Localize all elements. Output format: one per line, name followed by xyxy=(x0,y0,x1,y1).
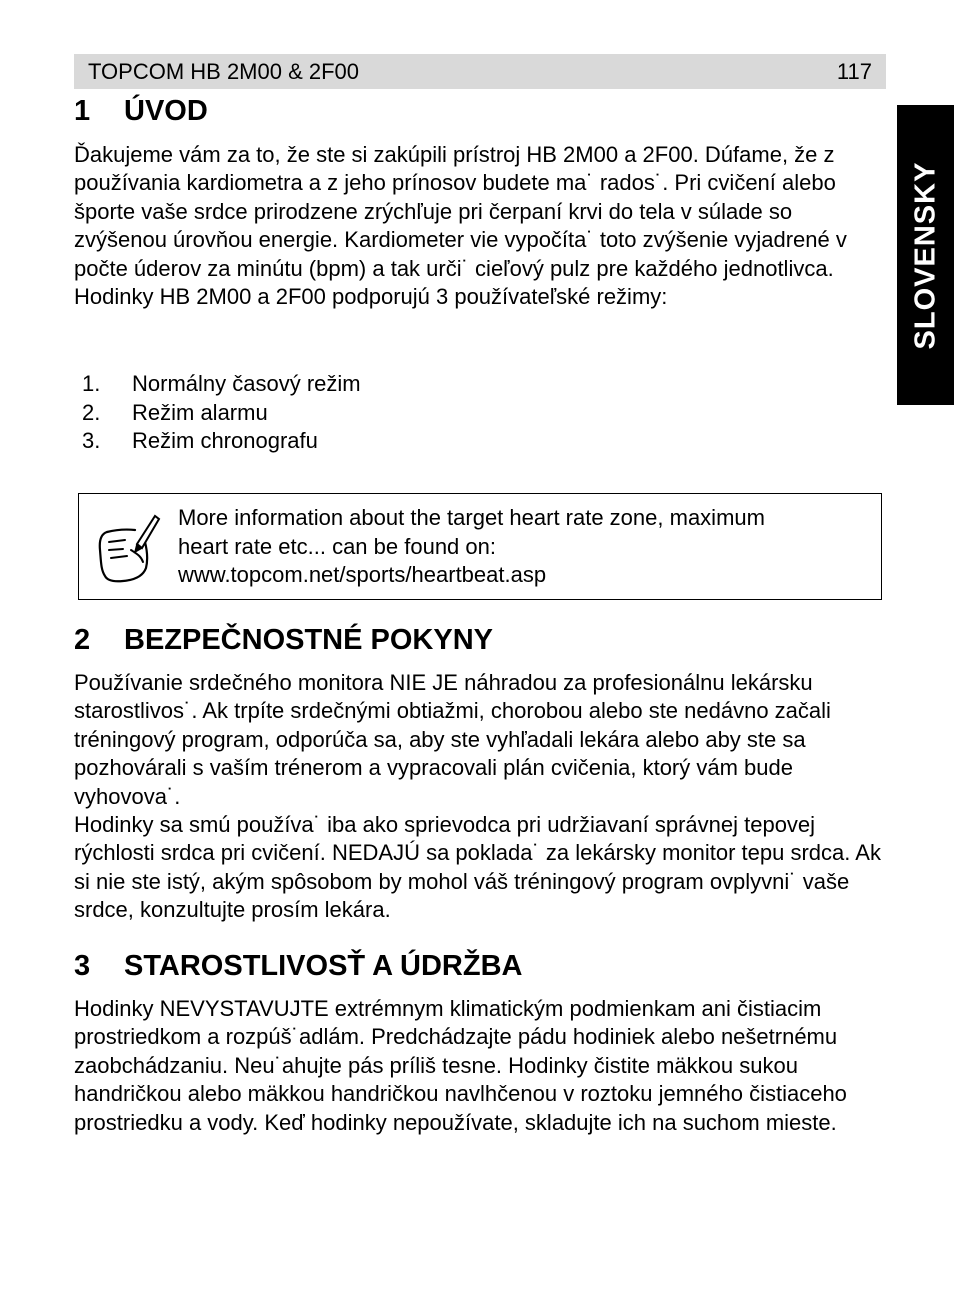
mode-list xyxy=(82,370,361,456)
note-text xyxy=(178,504,765,590)
header-title: TOPCOM HB 2M00 & 2F00 xyxy=(88,58,360,84)
language-tab xyxy=(897,105,954,405)
maintenance-text: Hodinky NEVYSTAVUJTE extrémnym klimatickým podmienkam ani čistiacim prostriedkom a rozpúš˙adlám. Predchádzajte pádu hodiniek alebo nešetrnému zaobchádzaniu. Neu˙ahujte pás príliš tesne. Hodinky čistite mäkkou sukou handričkou alebo mäkkou handričkou navlhčenou v roztoku jemného čistiaceho prostriedku a vody. Keď hodinky nepoužívate, skladujte ich na suchom mieste. xyxy=(74,996,847,1135)
section-3-paragraph xyxy=(74,995,886,1137)
list-item-text: Normálny časový režim xyxy=(132,371,361,396)
page-header xyxy=(74,54,886,89)
section-2-heading xyxy=(74,624,493,657)
list-item-number: 1. xyxy=(82,371,101,396)
section-title: BEZPEČNOSTNÉ POKYNY xyxy=(124,624,493,656)
section-3-heading xyxy=(74,950,522,983)
section-number: 3 xyxy=(74,950,91,982)
safety-text-2: Hodinky sa smú používa˙ iba ako sprievodca pri udržiavaní správnej tepovej rýchlosti srdca pri cvičení. NEDAJÚ sa poklada˙ za lekársky monitor tepu srdca. Ak si nie ste istý, akým spôsobom by mohol váš tréningový program ovplyvni˙ vaše srdce, konzultujte prosím lekára. xyxy=(74,812,881,923)
section-title: ÚVOD xyxy=(124,95,208,127)
section-1-paragraph xyxy=(74,141,886,311)
section-title: STAROSTLIVOSŤ A ÚDRŽBA xyxy=(124,950,523,982)
list-item xyxy=(82,370,361,399)
section-1-heading xyxy=(74,95,208,128)
safety-text-1: Používanie srdečného monitora NIE JE náhradou za profesionálnu lekársku starostlivos˙. Ak trpíte srdečnými obtiažmi, chorobou alebo ste nedávno začali tréningový program, odporúča sa, aby ste vyhľadali lekára alebo aby ste sa pozhovárali s vaším trénerom a vypracovali plán cvičenia, ktorý vám bude vyhovova˙. xyxy=(74,670,831,809)
note-box xyxy=(78,493,882,600)
note-url: www.topcom.net/sports/heartbeat.asp xyxy=(178,562,547,587)
language-tab-label: SLOVENSKY xyxy=(909,161,941,349)
section-number: 1 xyxy=(74,95,91,127)
list-item-number: 3. xyxy=(82,428,101,454)
section-2-paragraph xyxy=(74,669,886,925)
page-number: 117 xyxy=(836,58,872,84)
list-item-text: Režim chronografu xyxy=(132,428,318,454)
list-item xyxy=(82,399,361,428)
list-item xyxy=(82,427,361,456)
section-number: 2 xyxy=(74,624,91,656)
note-line: More information about the target heart rate zone, maximum xyxy=(178,505,765,530)
note-line: heart rate etc... can be found on: xyxy=(178,533,496,559)
note-pencil-icon xyxy=(93,510,161,586)
intro-text: Ďakujeme vám za to, že ste si zakúpili prístroj HB 2M00 a 2F00. Dúfame, že z používania kardiometra a z jeho prínosov budete ma˙ rados˙. Pri cvičení alebo športe vaše srdce prirodzene zrýchľuje pri čerpaní krvi do tela v súlade so zvýšenou úrovňou energie. Kardiometer vie vypočíta˙ toto zvýšenie vyjadrené v počte úderov za minútu (bpm) a tak urči˙ cieľový pulz pre každého jednotlivca. Hodinky HB 2M00 a 2F00 podporujú 3 používateľské režimy: xyxy=(74,142,847,310)
list-item-number: 2. xyxy=(82,399,101,425)
list-item-text: Režim alarmu xyxy=(132,399,268,425)
